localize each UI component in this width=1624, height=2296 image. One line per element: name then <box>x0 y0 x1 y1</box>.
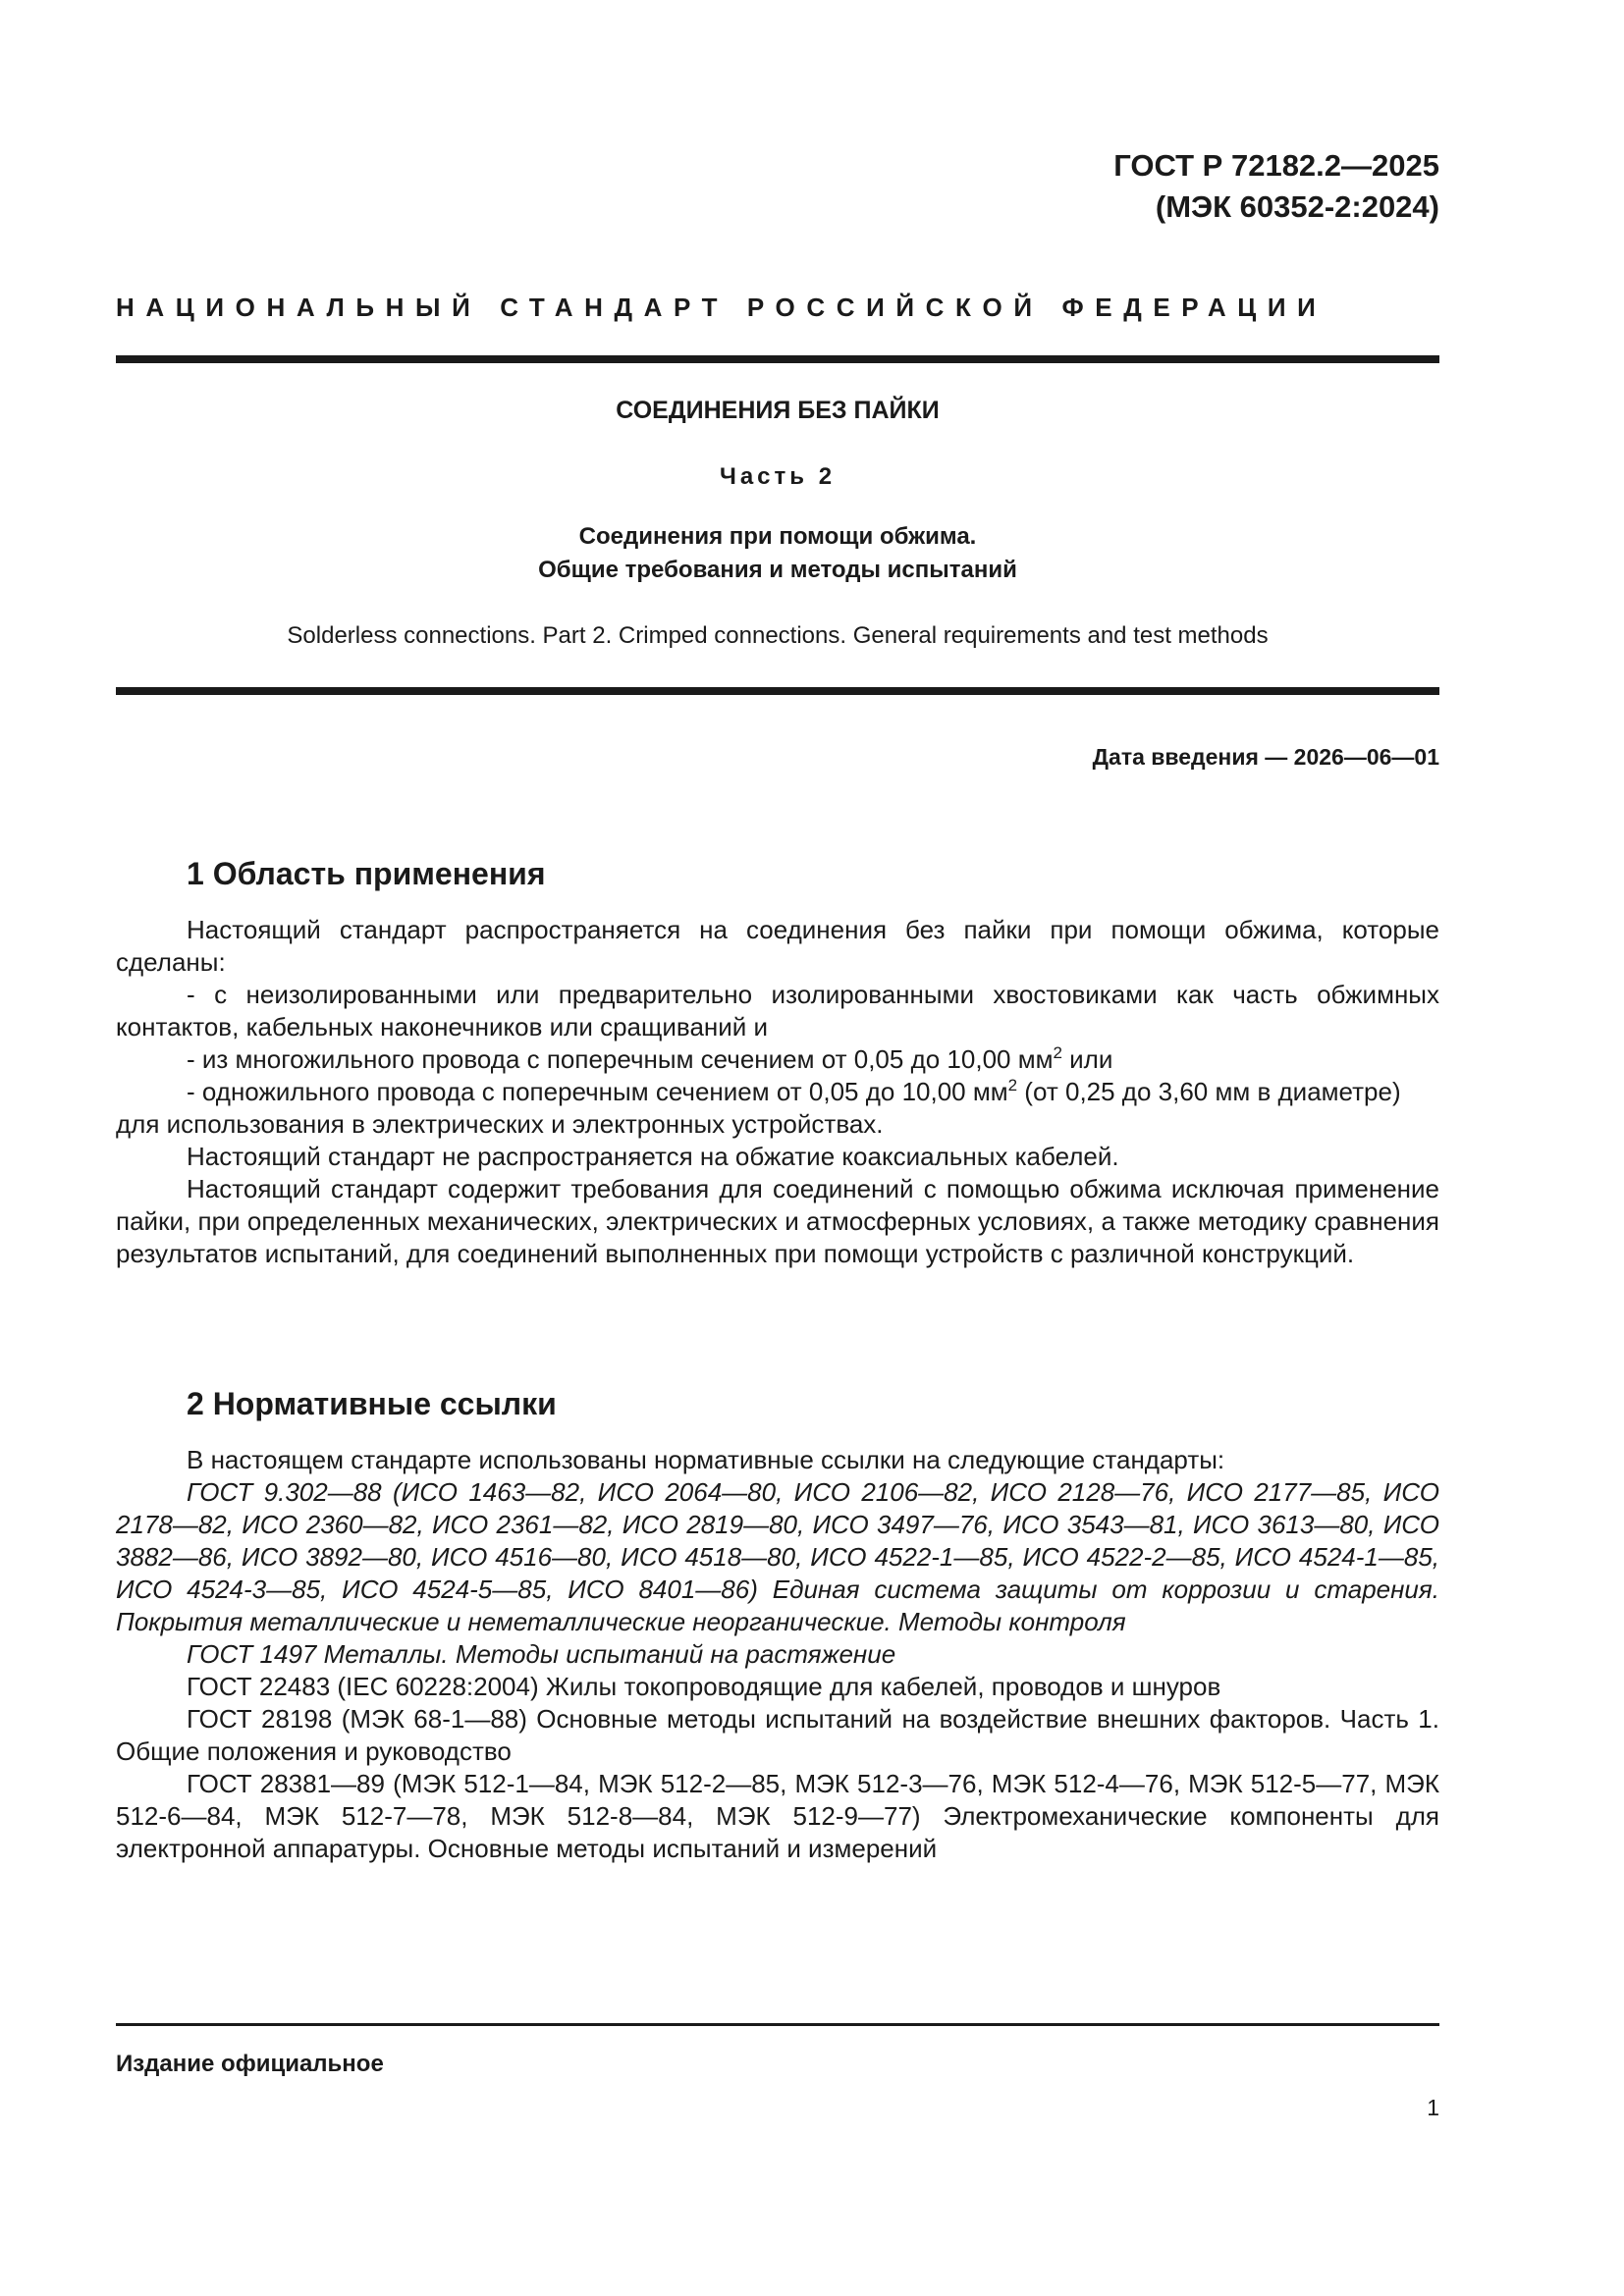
reference-item: ГОСТ 28381—89 (МЭК 512-1—84, МЭК 512-2—85, МЭК 512-3—76, МЭК 512-4—76, МЭК 512-5—77, МЭК 512-6—84, МЭК 512-7—78, МЭК 512-8—84, МЭК 512-9—77) Электромеханические компоненты для электронной аппаратуры. Основные методы испытаний и измерений <box>116 1769 1439 1863</box>
paragraph: - с неизолированными или предварительно изолированными хвостовиками как часть обжимных контактов, кабельных наконечников или сращиваний и <box>116 980 1439 1041</box>
top-divider <box>116 355 1439 363</box>
introduction-date: Дата введения — 2026—06—01 <box>1092 744 1439 770</box>
document-number-iec: (МЭК 60352-2:2024) <box>1155 189 1439 224</box>
section-1-body <box>116 914 1439 1270</box>
document-number <box>1113 145 1439 228</box>
section-1-heading: 1 Область применения <box>187 856 546 891</box>
paragraph: для использования в электрических и электронных устройствах. <box>116 1109 884 1139</box>
reference-item: ГОСТ 9.302—88 (ИСО 1463—82, ИСО 2064—80, ИСО 2106—82, ИСО 2128—76, ИСО 2177—85, ИСО 2178—82, ИСО 2360—82, ИСО 2361—82, ИСО 2819—80, ИСО 3497—76, ИСО 3543—81, ИСО 3613—80, ИСО 3882—86, ИСО 3892—80, ИСО 4516—80, ИСО 4518—80, ИСО 4522-1—85, ИСО 4522-2—85, ИСО 4524-1—85, ИСО 4524-3—85, ИСО 4524-5—85, ИСО 8401—86) Единая система защиты от коррозии и старения. Покрытия металлические и неметаллические неорганические. Методы контроля <box>116 1477 1439 1636</box>
reference-item: ГОСТ 1497 Металлы. Методы испытаний на растяжение <box>187 1639 896 1669</box>
reference-item: ГОСТ 22483 (IEC 60228:2004) Жилы токопроводящие для кабелей, проводов и шнуров <box>187 1672 1221 1701</box>
page-number: 1 <box>1427 2095 1439 2120</box>
document-title: СОЕДИНЕНИЯ БЕЗ ПАЙКИ <box>616 397 940 424</box>
document-part: Часть 2 <box>719 463 837 490</box>
paragraph: - из многожильного провода с поперечным сечением от 0,05 до 10,00 $мм^2$ или <box>187 1043 1113 1074</box>
subtitle-line-2: Общие требования и методы испытаний <box>538 557 1017 583</box>
document-subtitle <box>116 520 1439 587</box>
paragraph: Настоящий стандарт содержит требования для соединений с помощью обжима исключая применение пайки, при определенных механических, электрических и атмосферных условиях, а также методику сравнения результатов испытаний, для соединений выполненных при помощи устройств с различной конструкций. <box>116 1174 1439 1268</box>
paragraph: - одножильного провода с поперечным сечением от 0,05 до 10,00 $мм^2$ (от 0,25 до 3,60 мм в диаметре) <box>187 1076 1401 1106</box>
official-edition-label: Издание официальное <box>116 2051 384 2077</box>
section-2-body <box>116 1444 1439 1865</box>
footer-divider <box>116 2023 1439 2026</box>
reference-item: ГОСТ 28198 (МЭК 68-1—88) Основные методы испытаний на воздействие внешних факторов. Часть 1. Общие положения и руководство <box>116 1704 1439 1766</box>
english-title: Solderless connections. Part 2. Crimped connections. General requirements and test methods <box>287 622 1269 649</box>
paragraph: Настоящий стандарт распространяется на соединения без пайки при помощи обжима, которые сделаны: <box>116 915 1439 977</box>
paragraph: Настоящий стандарт не распространяется на обжатие коаксиальных кабелей. <box>187 1142 1119 1171</box>
title-divider <box>116 687 1439 695</box>
paragraph: В настоящем стандарте использованы нормативные ссылки на следующие стандарты: <box>187 1445 1225 1474</box>
subtitle-line-1: Соединения при помощи обжима. <box>578 523 977 550</box>
national-standard-banner: НАЦИОНАЛЬНЫЙ СТАНДАРТ РОССИЙСКОЙ ФЕДЕРАЦИИ <box>116 293 1327 322</box>
document-number-gost: ГОСТ Р 72182.2—2025 <box>1113 148 1439 183</box>
section-2-heading: 2 Нормативные ссылки <box>187 1386 557 1421</box>
